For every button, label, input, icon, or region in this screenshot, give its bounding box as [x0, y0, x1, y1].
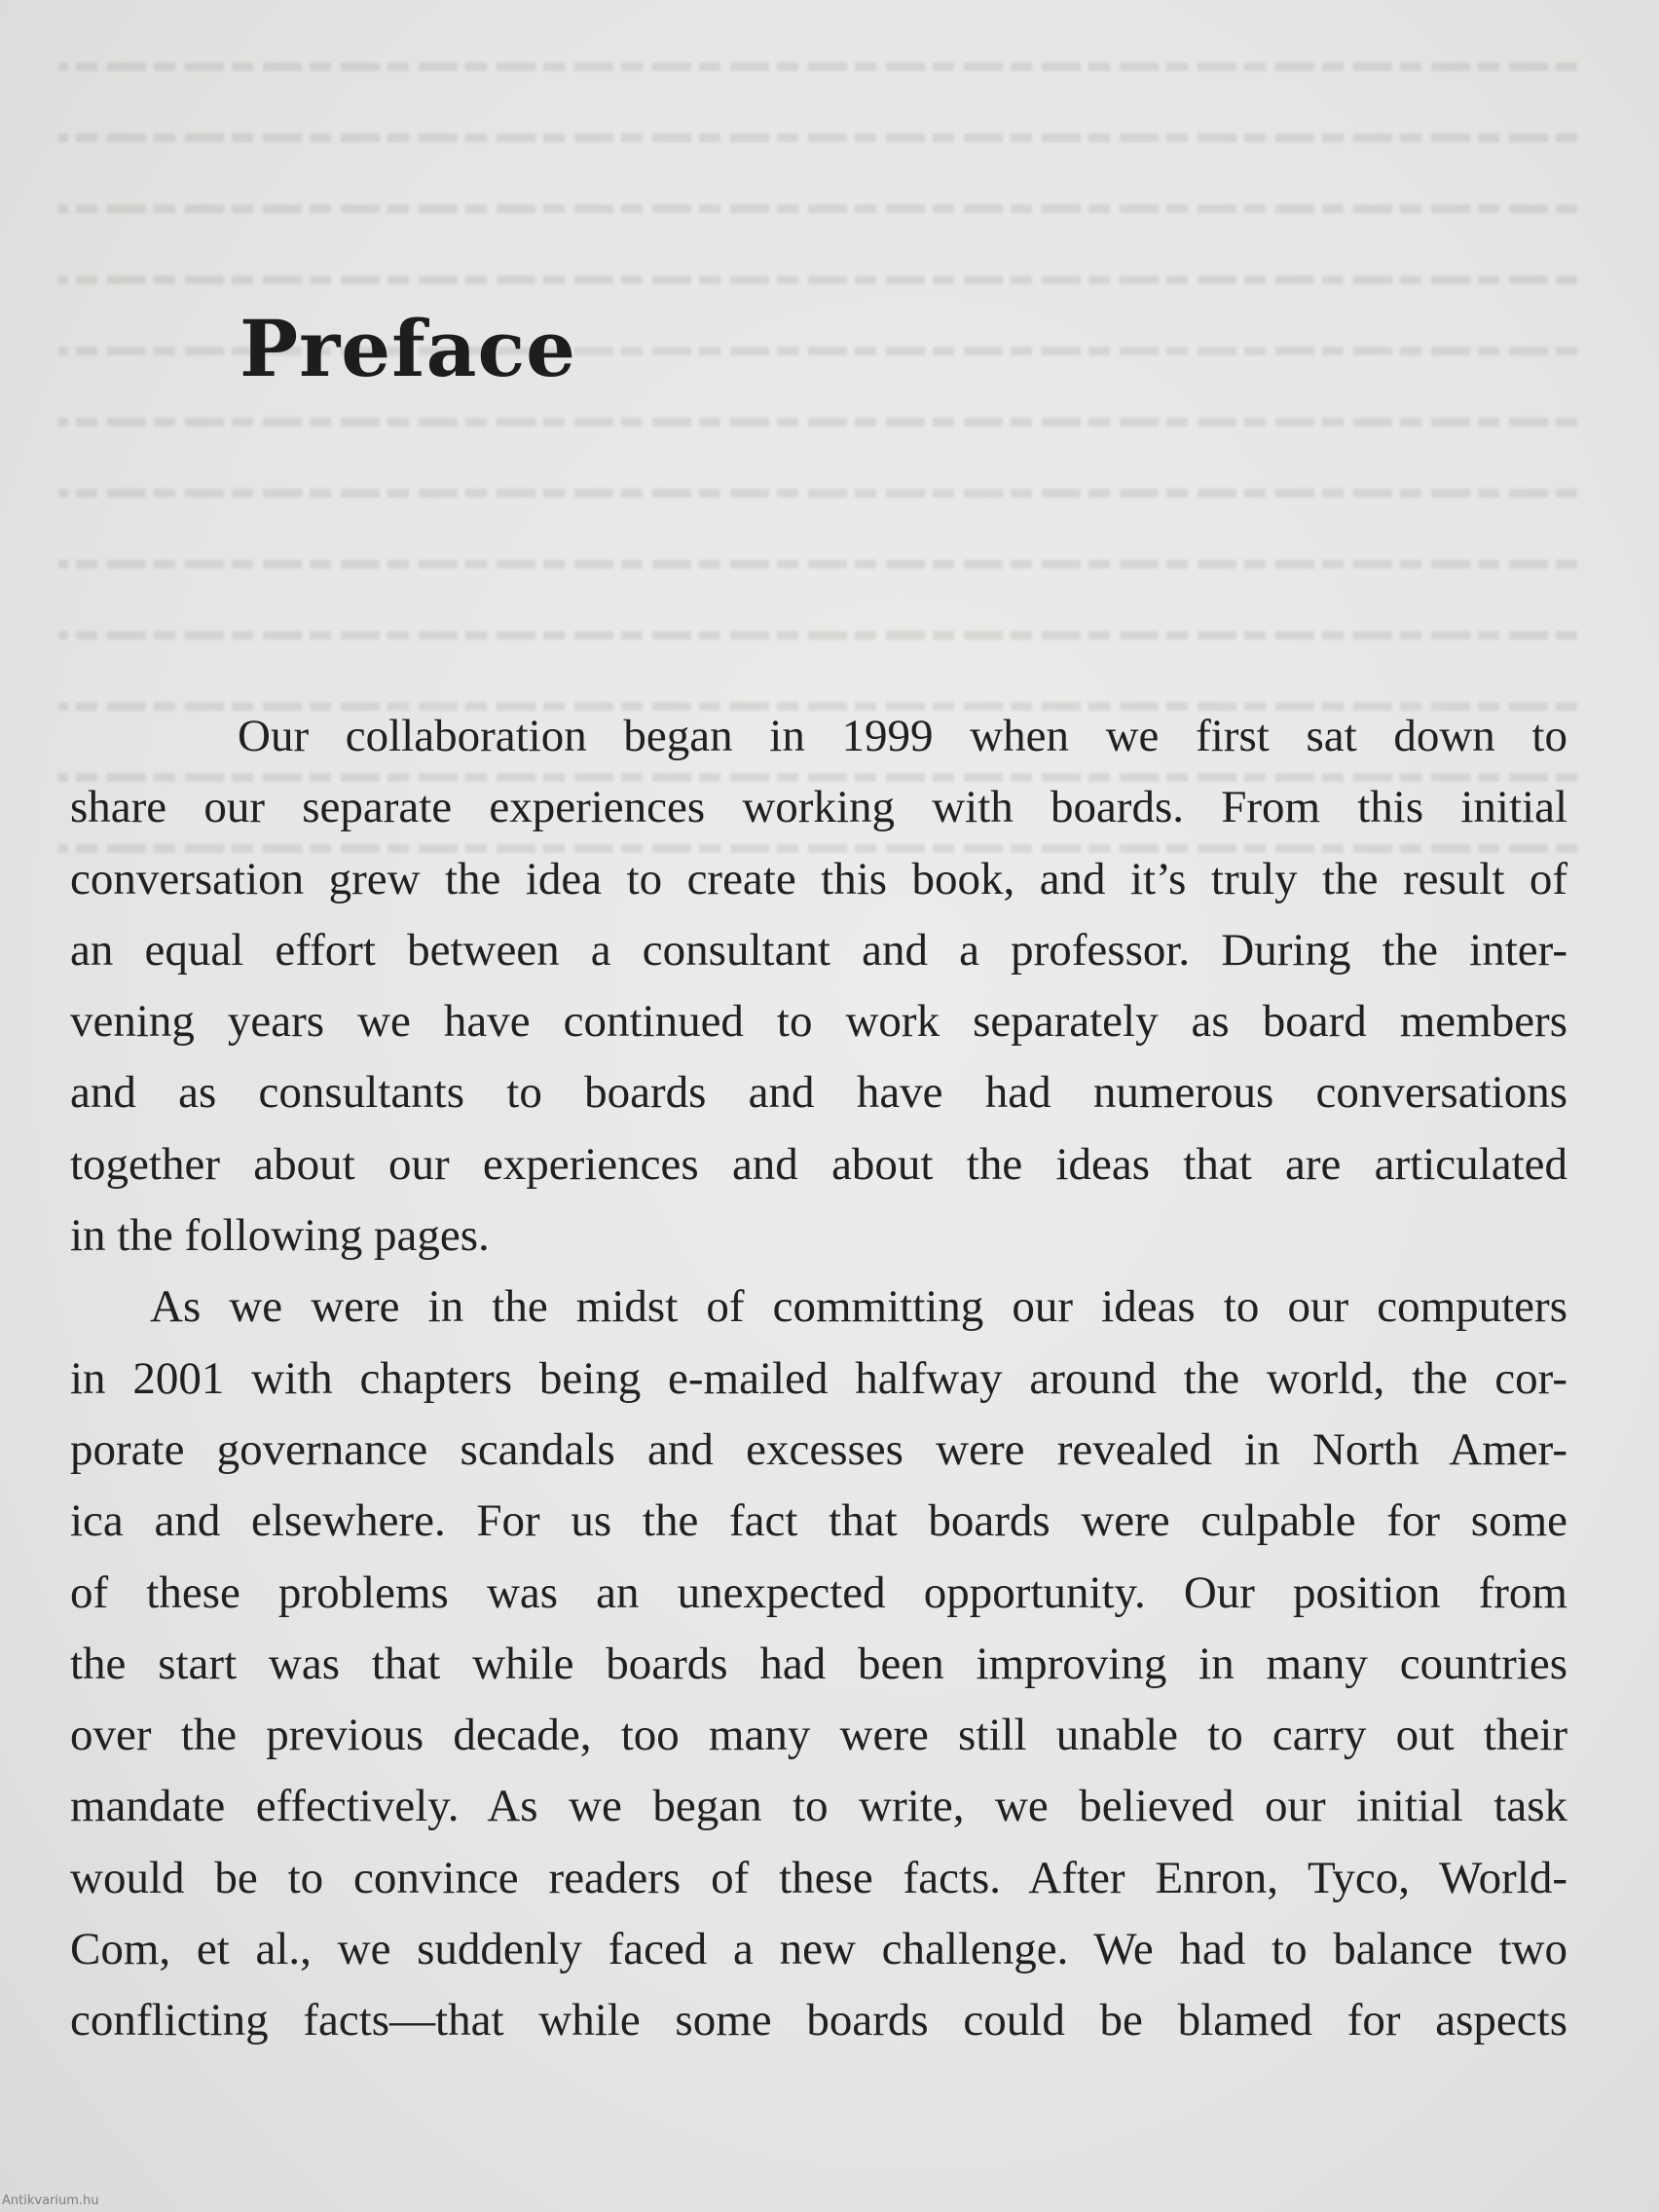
text-line: would be to convince readers of these facts. After Enron, Tyco, World- — [70, 1852, 1567, 1903]
body-text — [70, 701, 1567, 2057]
text-line: and as consultants to boards and have had numerous conversations — [70, 1067, 1567, 1119]
text-line: over the previous decade, too many were still unable to carry out their — [70, 1710, 1567, 1761]
text-line: As we were in the midst of committing our ideas to our computers — [150, 1281, 1567, 1333]
text-line: porate governance scandals and excesses were revealed in North Amer- — [70, 1423, 1567, 1475]
text-line: an equal effort between a consultant and a professor. During the inter- — [70, 924, 1567, 976]
text-line: vening years we have continued to work separately as board members — [70, 996, 1567, 1048]
text-line: conflicting facts—that while some boards could be blamed for aspects — [70, 1995, 1567, 2046]
watermark-stamp: Antikvarium.hu — [2, 2194, 99, 2208]
paragraph-2 — [70, 1272, 1567, 2056]
text-line: mandate effectively. As we began to write, we believed our initial task — [70, 1781, 1567, 1832]
text-line: Our collaboration began in 1999 when we first sat down to — [238, 711, 1567, 761]
text-line: in the following pages. — [70, 1210, 490, 1262]
text-line: together about our experiences and about the ideas that are articulated — [70, 1138, 1567, 1190]
text-line: in 2001 with chapters being e-mailed halfway around the world, the cor- — [70, 1352, 1567, 1404]
text-line: of these problems was an unexpected opportunity. Our position from — [70, 1567, 1567, 1618]
text-line: share our separate experiences working with boards. From this initial — [70, 782, 1567, 833]
page-title: Preface — [240, 303, 577, 394]
text-line: Com, et al., we suddenly faced a new challenge. We had to balance two — [70, 1924, 1567, 1975]
text-line: conversation grew the idea to create this book, and it’s truly the result of — [70, 853, 1567, 904]
paragraph-1 — [70, 701, 1567, 1272]
text-line: ica and elsewhere. For us the fact that boards were culpable for some — [70, 1495, 1567, 1547]
text-line: the start was that while boards had been improving in many countries — [70, 1638, 1567, 1689]
